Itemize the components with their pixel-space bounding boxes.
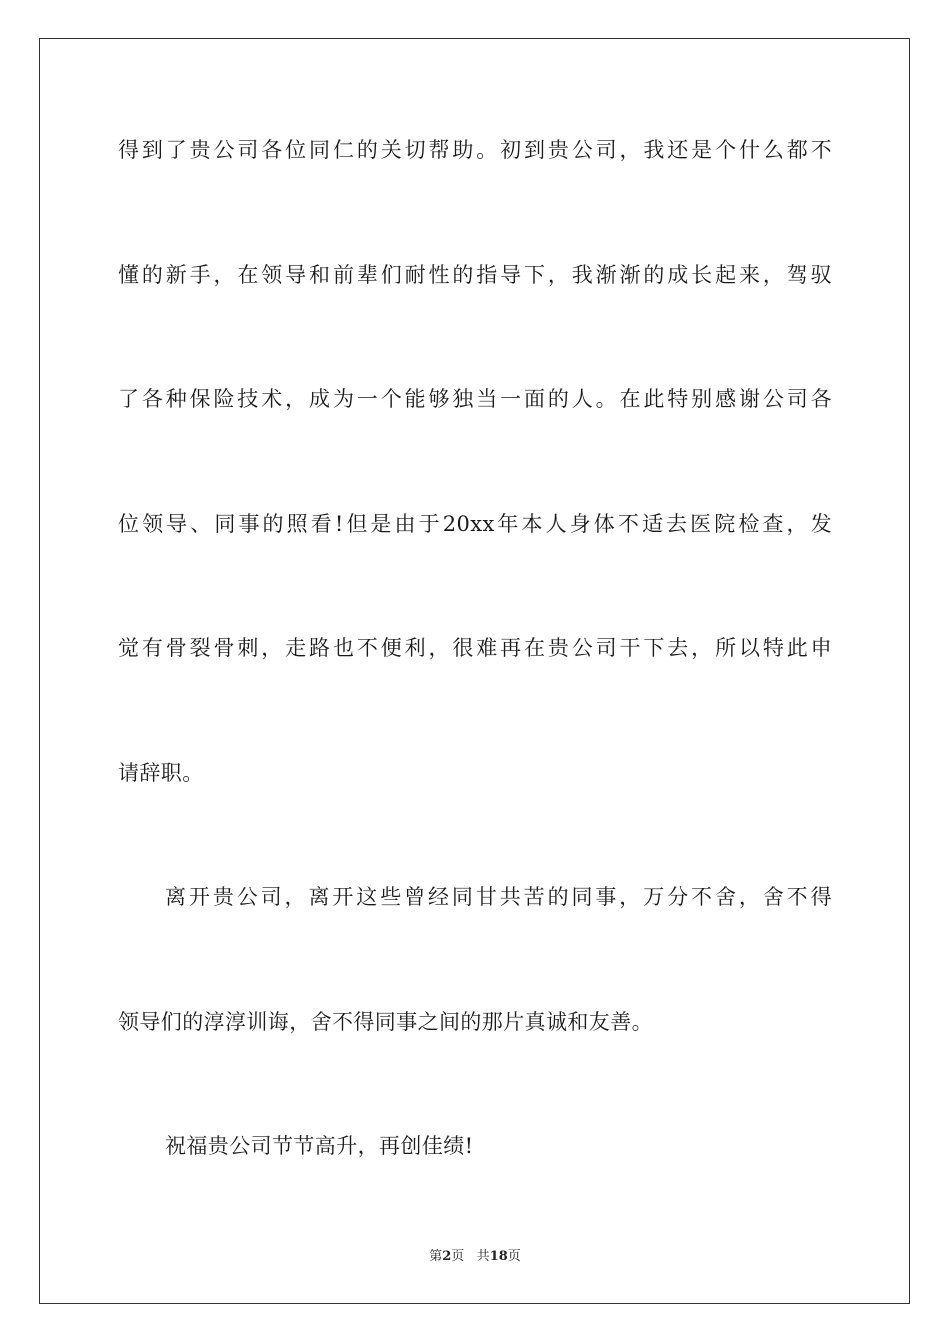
footer-total-unit: 页 (507, 1249, 521, 1264)
footer-page-prefix: 第 (429, 1249, 443, 1264)
body-line-2: 懂的新手，在领导和前辈们耐性的指导下，我渐渐的成长起来，驾驭 (118, 263, 832, 287)
body-line-9: 祝福贵公司节节高升，再创佳绩! (165, 1134, 474, 1158)
body-line-4: 位领导、同事的照看!但是由于20xx年本人身体不适去医院检查，发 (118, 512, 832, 536)
page-border (39, 38, 910, 1304)
body-line-1: 得到了贵公司各位同仁的关切帮助。初到贵公司，我还是个什么都不 (118, 138, 832, 162)
body-line-8: 领导们的淳淳训诲，舍不得同事之间的那片真诚和友善。 (118, 1010, 653, 1034)
page-footer (0, 1248, 950, 1266)
footer-page-number: 2 (442, 1249, 452, 1264)
body-line-7: 离开贵公司，离开这些曾经同甘共苦的同事，万分不舍，舍不得 (165, 885, 832, 909)
footer-page-unit: 页 (451, 1249, 465, 1264)
footer-total-prefix: 共 (476, 1249, 490, 1264)
body-line-3: 了各种保险技术，成为一个能够独当一面的人。在此特别感谢公司各 (118, 387, 832, 411)
footer-total-pages: 18 (489, 1249, 508, 1264)
body-line-5: 觉有骨裂骨刺，走路也不便利，很难再在贵公司干下去，所以特此申 (118, 636, 832, 660)
body-line-6: 请辞职。 (118, 761, 204, 785)
